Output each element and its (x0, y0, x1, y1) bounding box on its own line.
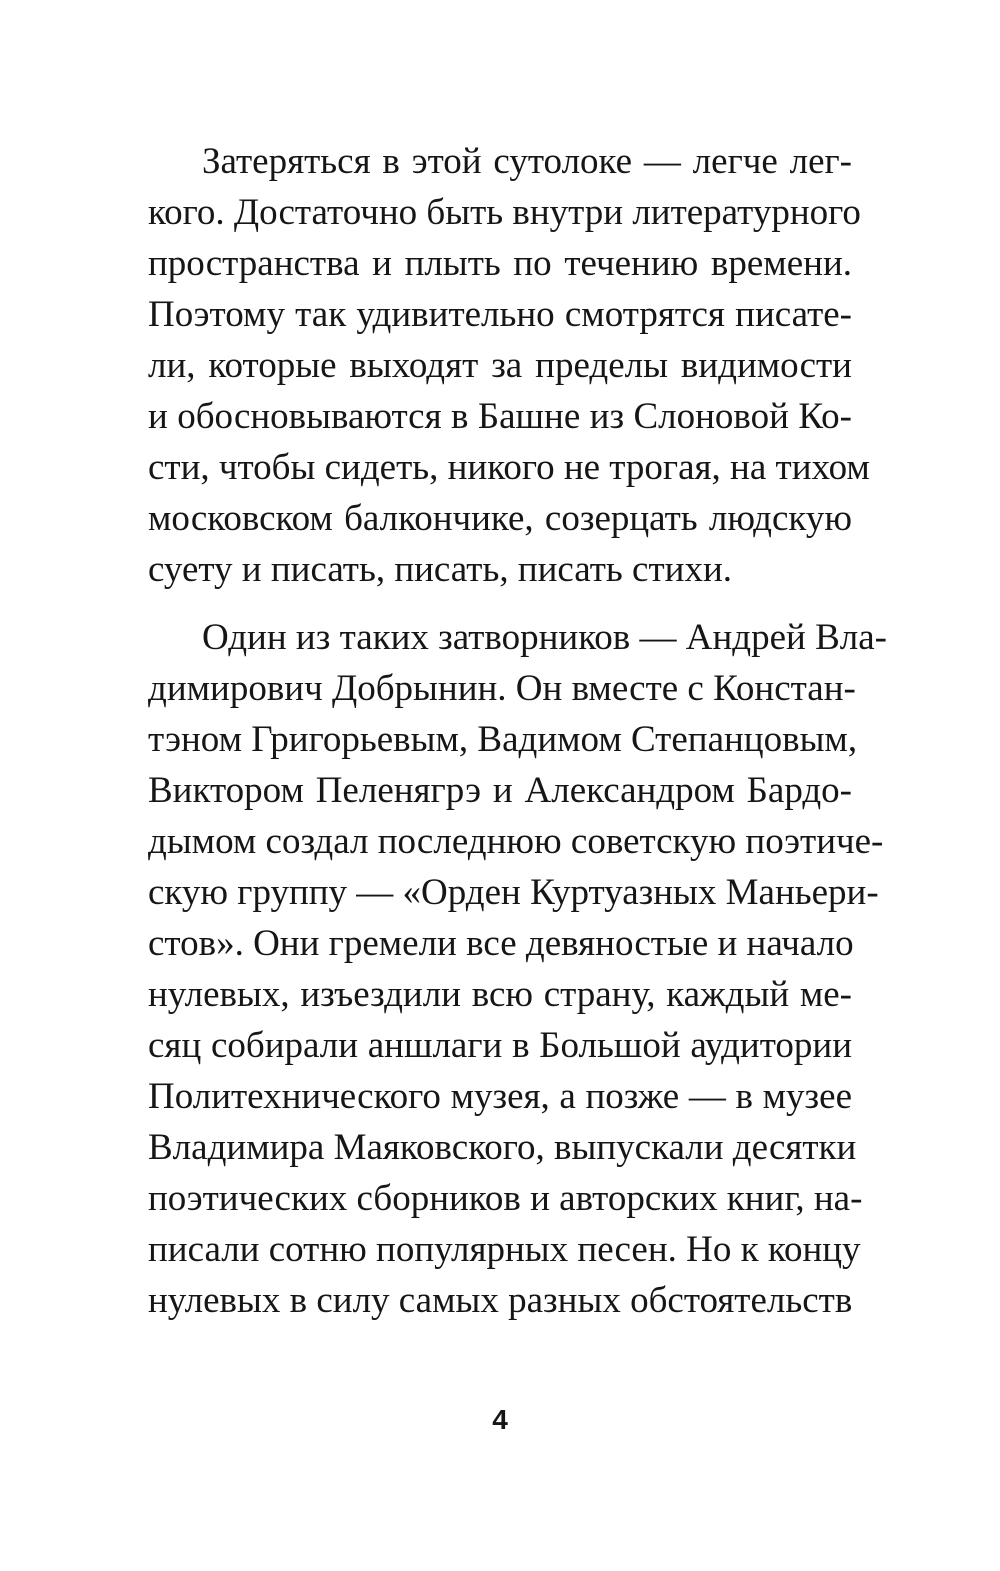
paragraph-2 (148, 612, 887, 1326)
text-line: Затеряться в этой сутолоке — легче лег- (202, 141, 852, 182)
text-line: поэтических сборников и авторских книг, на- (148, 1178, 863, 1219)
paragraph-1 (148, 136, 870, 595)
text-line: Политехнического музея, а позже — в музее (148, 1076, 852, 1117)
text-line: Поэтому так удивительно смотрятся писате- (148, 294, 852, 335)
text-line: дымом создал последнюю советскую поэтиче- (148, 821, 884, 862)
page-number: 4 (492, 1404, 508, 1435)
text-line: нулевых, изъездили всю страну, каждый ме- (148, 974, 852, 1015)
text-line: пространства и плыть по течению времени. (148, 243, 852, 284)
text-line: Виктором Пеленягрэ и Александром Бардо- (148, 770, 852, 811)
text-line: скую группу — «Орден Куртуазных Маньери- (148, 872, 879, 913)
text-line: тэном Григорьевым, Вадимом Степанцовым, (148, 719, 858, 760)
text-line: московском балкончике, созерцать людскую (148, 498, 852, 539)
text-line: стов». Они гремели все девяностые и начало (148, 923, 854, 964)
text-line: димирович Добрынин. Он вместе с Констан- (148, 668, 856, 709)
text-line: сти, чтобы сидеть, никого не трогая, на тихом (148, 447, 870, 488)
text-line: нулевых в силу самых разных обстоятельств (148, 1280, 853, 1321)
text-line: кого. Достаточно быть внутри литературного (148, 192, 861, 233)
text-line: Один из таких затворников — Андрей Вла- (202, 617, 887, 658)
body-text (148, 136, 887, 1326)
text-line: Владимира Маяковского, выпускали десятки (148, 1127, 857, 1168)
text-line: и обосновываются в Башне из Слоновой Ко- (148, 396, 852, 437)
text-line: суету и писать, писать, писать стихи. (148, 549, 732, 590)
text-line: ли, которые выходят за пределы видимости (148, 345, 852, 386)
text-line: писали сотню популярных песен. Но к концу (148, 1229, 861, 1270)
text-line: сяц собирали аншлаги в Большой аудитории (148, 1025, 852, 1066)
